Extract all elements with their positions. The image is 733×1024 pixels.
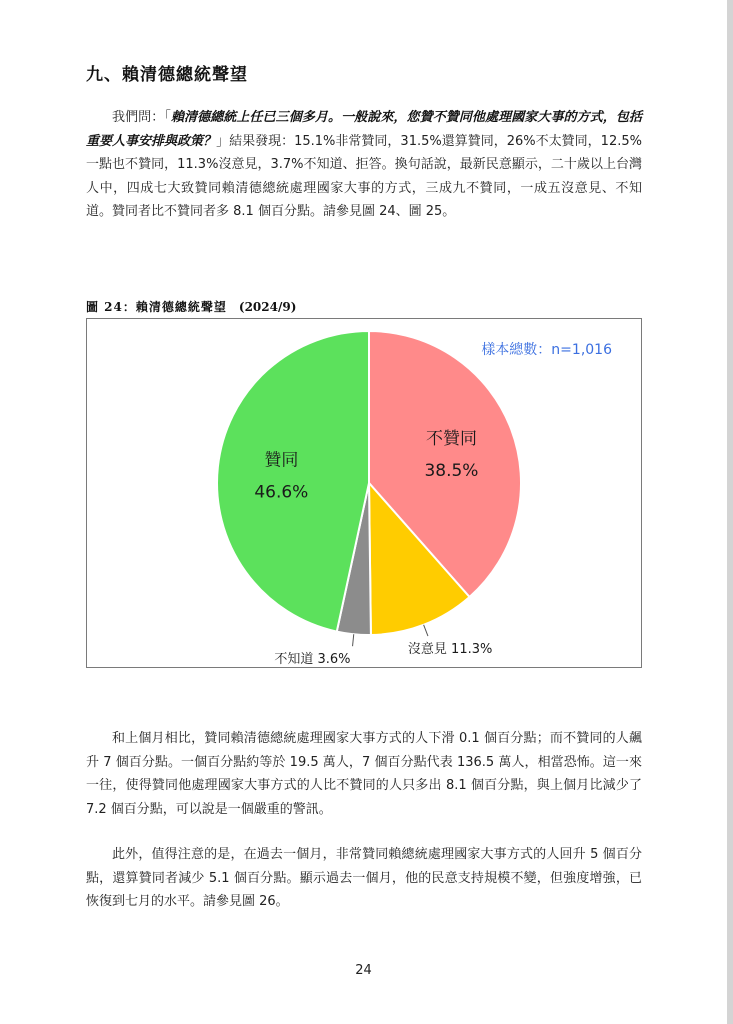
slice-label-0: 不贊同 — [425, 428, 477, 449]
question-lead: 我們問：「 — [112, 110, 171, 125]
survey-results-text: 」結果發現：15.1%非常贊同，31.5%還算贊同，26%不太贊同，12.5%一點也不贊同，11.3%沒意見，3.7%不知道、拒答。換句話說，最新民意顯示，二十歲以上台灣人中，四成七大致贊同賴清德總統處理國家大事的方式，三成九不贊同，一成五沒意見、不知道。贊同者比不贊同者多 8.1 個百分點。請參見圖 24、圖 25。 — [86, 133, 642, 219]
slice-value-0: 38.5% — [424, 460, 479, 481]
figure-caption-title: 圖 24：賴清德總統聲望 — [86, 300, 227, 314]
pie-slice-3 — [217, 331, 369, 632]
leader-line-1 — [424, 625, 428, 636]
paragraph-intensity-note: 此外，值得注意的是，在過去一個月，非常贊同賴總統處理國家大事方式的人回升 5 個百分點，還算贊同者減少 5.1 個百分點。顯示過去一個月，他的民意支持規模不變，但強度增強，已恢復到七月的水平。請參見圖 26。 — [86, 847, 642, 909]
pie-chart-frame — [86, 318, 642, 668]
figure-caption — [86, 298, 296, 315]
slice-value-3: 46.6% — [254, 482, 309, 503]
sample-size-label: 樣本總數：n=1,016 — [481, 342, 612, 358]
paragraph-survey-question — [86, 106, 642, 224]
page-number: 24 — [355, 963, 372, 978]
outside-label-1: 沒意見 11.3% — [407, 642, 493, 658]
figure-caption-date: (2024/9) — [238, 300, 297, 314]
pie-chart — [87, 319, 641, 667]
question-text: 賴清德總統上任已三個多月。一般說來，您贊不贊同他處理國家大事的方式，包括重要人事安排與政策？ — [86, 110, 642, 149]
outside-label-2: 不知道 3.6% — [274, 652, 351, 667]
page-edge — [727, 0, 733, 1024]
slice-label-3: 贊同 — [264, 450, 299, 471]
leader-line-2 — [353, 634, 354, 646]
section-title: 九、賴清德總統聲望 — [86, 65, 248, 85]
paragraph-monthly-comparison: 和上個月相比，贊同賴清德總統處理國家大事方式的人下滑 0.1 個百分點；而不贊同的人飆升 7 個百分點。一個百分點約等於 19.5 萬人，7 個百分點代表 136.5 萬人，相當恐怖。這一來一往，使得贊同他處理國家大事方式的人比不贊同的人只多出 8.1 個百分點，與上個月比減少了 7.2 個百分點，可以說是一個嚴重的警訊。 — [86, 731, 642, 817]
